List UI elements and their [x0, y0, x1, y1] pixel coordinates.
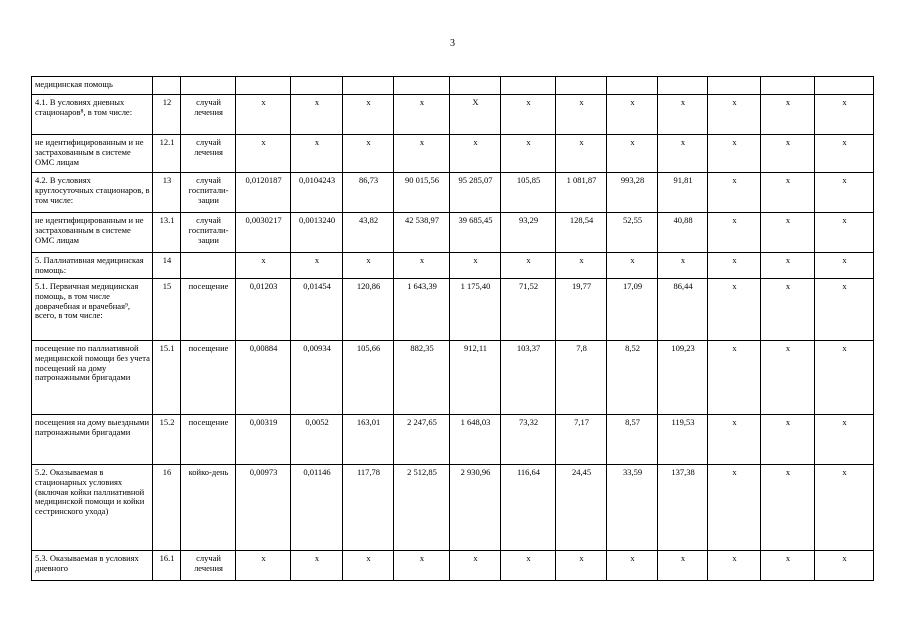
value-cell: 40,88 — [658, 213, 708, 253]
row-name-cell: посещение по паллиативной медицинской помощи без учета посещений на дому патронажными бригадами — [32, 341, 153, 415]
row-number-cell: 15.1 — [153, 341, 181, 415]
table-row — [32, 77, 874, 95]
row-name-cell: не идентифицированным и не застрахованным в системе ОМС лицам — [32, 213, 153, 253]
row-name-cell: не идентифицированным и не застрахованным в системе ОМС лицам — [32, 135, 153, 173]
value-cell: 0,01454 — [291, 279, 343, 341]
value-cell: 128,54 — [556, 213, 607, 253]
value-cell: x — [291, 253, 343, 279]
value-cell — [556, 77, 607, 95]
table-row — [32, 465, 874, 551]
value-cell: x — [607, 551, 658, 581]
value-cell: x — [761, 551, 815, 581]
value-cell: x — [761, 415, 815, 465]
table-row — [32, 173, 874, 213]
value-cell: x — [343, 95, 394, 135]
value-cell: x — [343, 135, 394, 173]
row-name-cell: 5.3. Оказываемая в условиях дневного — [32, 551, 153, 581]
value-cell: 7,8 — [556, 341, 607, 415]
value-cell: 116,64 — [501, 465, 556, 551]
value-cell: 0,00884 — [236, 341, 291, 415]
row-name-cell: медицинская помощь — [32, 77, 153, 95]
value-cell: x — [658, 135, 708, 173]
value-cell: 2 247,65 — [394, 415, 450, 465]
value-cell: x — [501, 551, 556, 581]
value-cell: 1 648,03 — [450, 415, 501, 465]
value-cell: x — [236, 551, 291, 581]
value-cell: 2 512,85 — [394, 465, 450, 551]
table-body — [32, 77, 874, 581]
row-name-cell: 5.1. Первичная медицинская помощь, в том числе доврачебная и врачебная⁹, всего, в том числе: — [32, 279, 153, 341]
value-cell: x — [236, 95, 291, 135]
value-cell — [708, 77, 761, 95]
value-cell: 117,78 — [343, 465, 394, 551]
row-number-cell: 12 — [153, 95, 181, 135]
value-cell — [236, 77, 291, 95]
value-cell: x — [708, 465, 761, 551]
unit-cell: случай лечения — [181, 95, 236, 135]
value-cell: 119,53 — [658, 415, 708, 465]
value-cell: x — [761, 341, 815, 415]
value-cell: x — [815, 95, 874, 135]
value-cell: x — [291, 551, 343, 581]
value-cell: x — [607, 135, 658, 173]
value-cell: x — [708, 173, 761, 213]
value-cell: x — [815, 173, 874, 213]
table-row — [32, 415, 874, 465]
row-number-cell: 13 — [153, 173, 181, 213]
value-cell: x — [556, 95, 607, 135]
value-cell: x — [556, 551, 607, 581]
value-cell — [394, 77, 450, 95]
value-cell: 86,44 — [658, 279, 708, 341]
value-cell: 0,0013240 — [291, 213, 343, 253]
value-cell: x — [556, 253, 607, 279]
value-cell: x — [450, 551, 501, 581]
table-row — [32, 551, 874, 581]
value-cell: x — [708, 253, 761, 279]
value-cell: x — [761, 253, 815, 279]
value-cell: 109,23 — [658, 341, 708, 415]
value-cell: x — [394, 551, 450, 581]
value-cell — [291, 77, 343, 95]
value-cell: 882,35 — [394, 341, 450, 415]
value-cell: x — [658, 253, 708, 279]
value-cell: x — [815, 213, 874, 253]
page-number: 3 — [450, 38, 455, 49]
value-cell: x — [761, 213, 815, 253]
value-cell: 993,28 — [607, 173, 658, 213]
value-cell: x — [394, 253, 450, 279]
value-cell: 0,01146 — [291, 465, 343, 551]
value-cell: 163,01 — [343, 415, 394, 465]
value-cell: x — [291, 135, 343, 173]
unit-cell: случай госпитали-зации — [181, 213, 236, 253]
unit-cell — [181, 77, 236, 95]
value-cell: x — [815, 253, 874, 279]
row-number-cell: 13.1 — [153, 213, 181, 253]
value-cell: 1 081,87 — [556, 173, 607, 213]
value-cell: x — [708, 213, 761, 253]
table-row — [32, 253, 874, 279]
row-name-cell: посещения на дому выездными патронажными бригадами — [32, 415, 153, 465]
value-cell: x — [761, 279, 815, 341]
row-name-cell: 5. Паллиативная медицинская помощь: — [32, 253, 153, 279]
value-cell: x — [761, 465, 815, 551]
value-cell: 0,0030217 — [236, 213, 291, 253]
value-cell: 91,81 — [658, 173, 708, 213]
unit-cell: койко-день — [181, 465, 236, 551]
table-row — [32, 213, 874, 253]
row-number-cell: 12.1 — [153, 135, 181, 173]
row-number-cell: 14 — [153, 253, 181, 279]
table-row — [32, 135, 874, 173]
value-cell: 7,17 — [556, 415, 607, 465]
table-row — [32, 341, 874, 415]
value-cell — [658, 77, 708, 95]
value-cell: x — [815, 135, 874, 173]
value-cell: 90 015,56 — [394, 173, 450, 213]
value-cell: 0,0104243 — [291, 173, 343, 213]
value-cell: x — [761, 135, 815, 173]
value-cell: x — [501, 253, 556, 279]
value-cell: x — [815, 279, 874, 341]
value-cell: 39 685,45 — [450, 213, 501, 253]
unit-cell: посещение — [181, 415, 236, 465]
value-cell: 43,82 — [343, 213, 394, 253]
value-cell — [343, 77, 394, 95]
value-cell — [815, 77, 874, 95]
value-cell — [450, 77, 501, 95]
value-cell: 0,00319 — [236, 415, 291, 465]
row-number-cell — [153, 77, 181, 95]
value-cell: x — [761, 173, 815, 213]
unit-cell: случай госпитали-зации — [181, 173, 236, 213]
row-name-cell: 4.2. В условиях круглосуточных стационаров, в том числе: — [32, 173, 153, 213]
data-table — [31, 76, 874, 581]
value-cell: 103,37 — [501, 341, 556, 415]
value-cell: 105,66 — [343, 341, 394, 415]
value-cell: x — [708, 279, 761, 341]
value-cell: x — [450, 135, 501, 173]
value-cell: 24,45 — [556, 465, 607, 551]
value-cell: x — [761, 95, 815, 135]
value-cell — [501, 77, 556, 95]
unit-cell: случай лечения — [181, 135, 236, 173]
value-cell: x — [815, 551, 874, 581]
value-cell: x — [343, 253, 394, 279]
value-cell: x — [815, 341, 874, 415]
value-cell: 17,09 — [607, 279, 658, 341]
value-cell: x — [708, 95, 761, 135]
table-row — [32, 279, 874, 341]
value-cell: 52,55 — [607, 213, 658, 253]
value-cell: x — [607, 95, 658, 135]
value-cell: x — [815, 415, 874, 465]
value-cell: x — [556, 135, 607, 173]
row-number-cell: 15.2 — [153, 415, 181, 465]
value-cell: 95 285,07 — [450, 173, 501, 213]
value-cell: 19,77 — [556, 279, 607, 341]
value-cell: x — [708, 551, 761, 581]
value-cell: x — [394, 135, 450, 173]
value-cell: 0,00973 — [236, 465, 291, 551]
value-cell: 0,00934 — [291, 341, 343, 415]
row-number-cell: 16 — [153, 465, 181, 551]
row-name-cell: 4.1. В условиях дневных стационаров⁸, в том числе: — [32, 95, 153, 135]
value-cell: x — [658, 95, 708, 135]
value-cell: x — [450, 253, 501, 279]
value-cell: 105,85 — [501, 173, 556, 213]
value-cell: 8,57 — [607, 415, 658, 465]
value-cell: x — [708, 135, 761, 173]
value-cell: x — [708, 415, 761, 465]
value-cell: X — [450, 95, 501, 135]
value-cell: x — [607, 253, 658, 279]
value-cell: x — [343, 551, 394, 581]
value-cell: 73,32 — [501, 415, 556, 465]
value-cell: 120,86 — [343, 279, 394, 341]
row-name-cell: 5.2. Оказываемая в стационарных условиях (включая койки паллиативной медицинской помощи и койки сестринского ухода) — [32, 465, 153, 551]
value-cell: x — [815, 465, 874, 551]
value-cell: 93,29 — [501, 213, 556, 253]
value-cell: x — [658, 551, 708, 581]
unit-cell — [181, 253, 236, 279]
value-cell: 0,0120187 — [236, 173, 291, 213]
unit-cell: посещение — [181, 341, 236, 415]
row-number-cell: 16.1 — [153, 551, 181, 581]
value-cell: 71,52 — [501, 279, 556, 341]
table-row — [32, 95, 874, 135]
value-cell: x — [708, 341, 761, 415]
value-cell: 912,11 — [450, 341, 501, 415]
value-cell — [761, 77, 815, 95]
value-cell: 8,52 — [607, 341, 658, 415]
value-cell: 2 930,96 — [450, 465, 501, 551]
value-cell: 42 538,97 — [394, 213, 450, 253]
value-cell: x — [501, 95, 556, 135]
unit-cell: посещение — [181, 279, 236, 341]
unit-cell: случай лечения — [181, 551, 236, 581]
value-cell: 137,38 — [658, 465, 708, 551]
value-cell: 1 643,39 — [394, 279, 450, 341]
value-cell: x — [236, 135, 291, 173]
value-cell: x — [236, 253, 291, 279]
value-cell: x — [291, 95, 343, 135]
value-cell: x — [501, 135, 556, 173]
row-number-cell: 15 — [153, 279, 181, 341]
value-cell: x — [394, 95, 450, 135]
value-cell: 0,0052 — [291, 415, 343, 465]
value-cell: 1 175,40 — [450, 279, 501, 341]
value-cell: 0,01203 — [236, 279, 291, 341]
value-cell: 86,73 — [343, 173, 394, 213]
value-cell: 33,59 — [607, 465, 658, 551]
value-cell — [607, 77, 658, 95]
